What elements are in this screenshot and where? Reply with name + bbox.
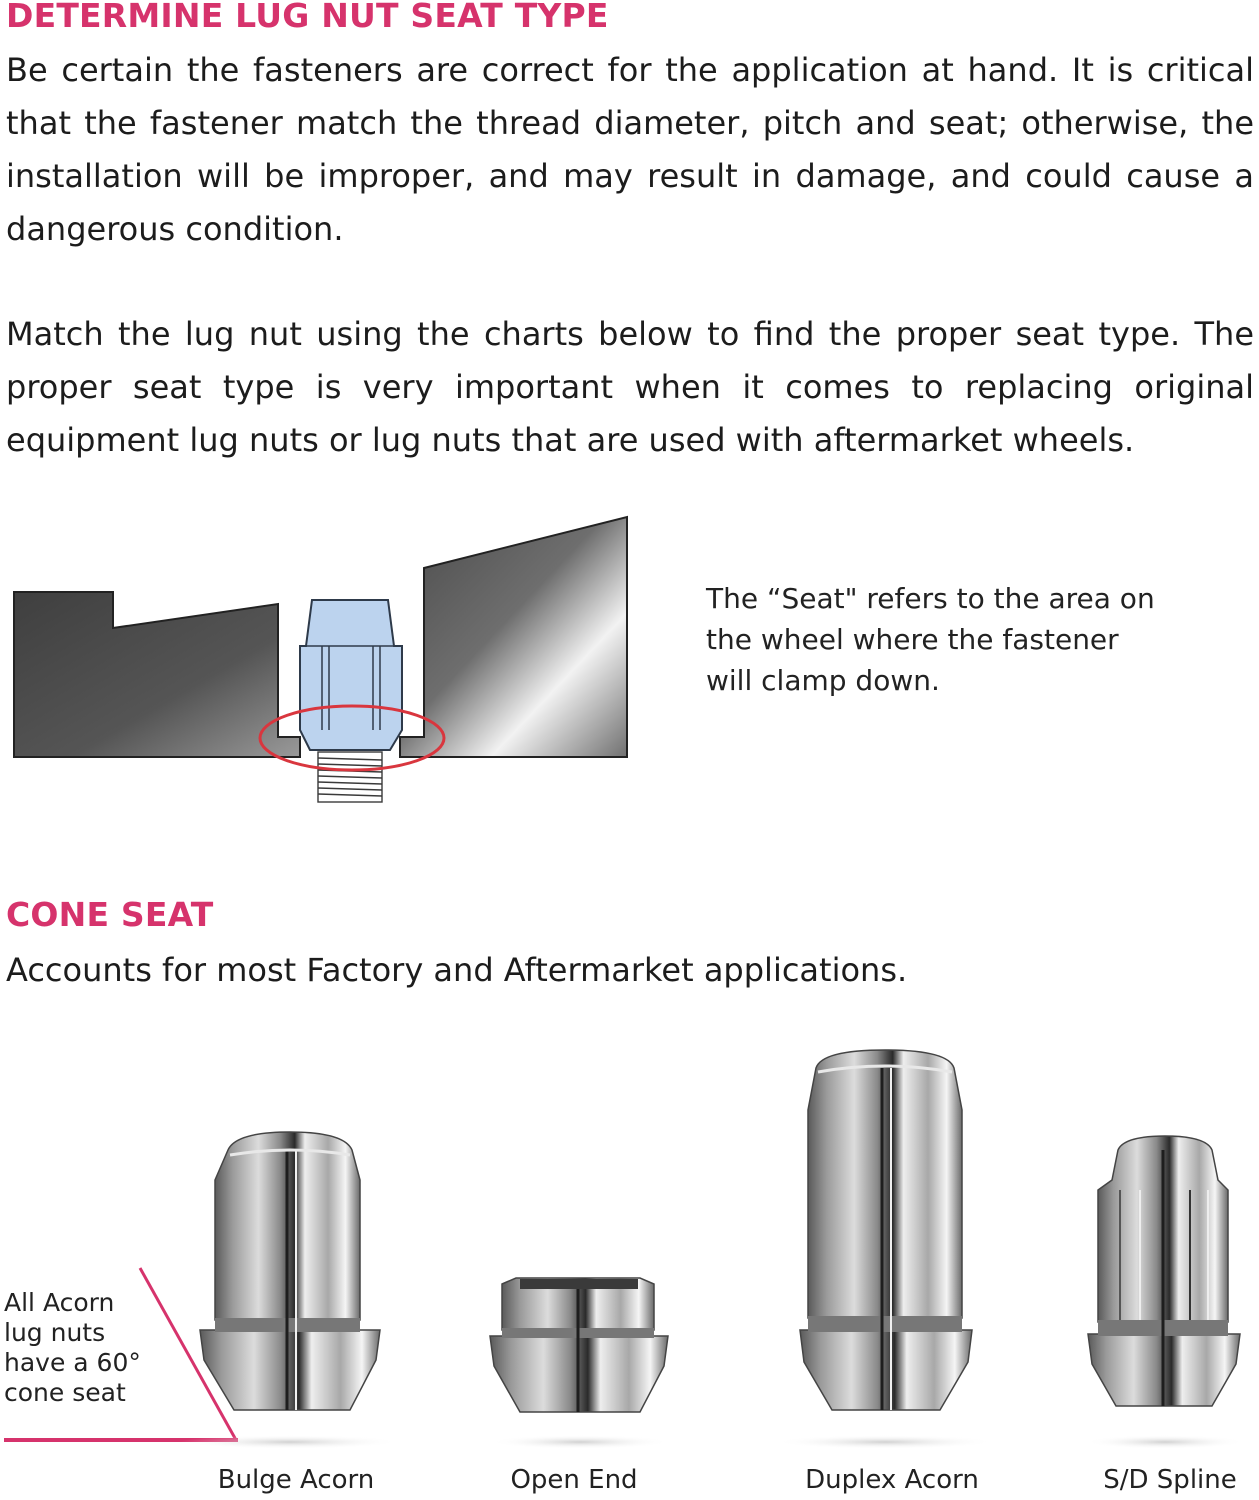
- cone-seat-heading: CONE SEAT: [6, 895, 214, 934]
- seat-match-paragraph: Match the lug nut using the charts below to find the proper seat type. The proper seat type is very important when it comes to replacing original equipment lug nuts or lug nuts that are used with aftermarket wheels.: [6, 315, 1254, 459]
- seat-type-heading: DETERMINE LUG NUT SEAT TYPE: [6, 0, 609, 35]
- open-end-label: Open End: [510, 1465, 638, 1495]
- cone-seat-description: Accounts for most Factory and Aftermarket applications.: [6, 951, 908, 989]
- bulge-acorn-label: Bulge Acorn: [217, 1465, 375, 1495]
- diagram-wheel-stud: [318, 752, 382, 802]
- acorn-cone-seat-note: All Acorn lug nuts have a 60° cone seat: [4, 1288, 141, 1407]
- duplex-acorn-label: Duplex Acorn: [805, 1465, 979, 1495]
- diagram-lug-nut: [300, 600, 402, 750]
- duplex-acorn-lug-nut: [775, 1050, 995, 1449]
- spline-drive-lug-nut: [1085, 1136, 1245, 1449]
- wheel-left-section: [14, 592, 300, 757]
- wheel-seat-diagram: [14, 517, 627, 802]
- open-end-lug-nut: [490, 1278, 670, 1449]
- fastener-warning-paragraph: Be certain the fasteners are correct for the application at hand. It is critical that the fastener match the thread diameter, pitch and seat; otherwise, the installation will be improper, and may result in damage, and could cause a dangerous condition.: [6, 51, 1254, 248]
- sd-spline-label: S/D Spline: [1103, 1465, 1237, 1495]
- wheel-right-section: [400, 517, 627, 757]
- seat-definition-callout: The “Seat" refers to the area on the wheel where the fastener will clamp down.: [706, 582, 1155, 697]
